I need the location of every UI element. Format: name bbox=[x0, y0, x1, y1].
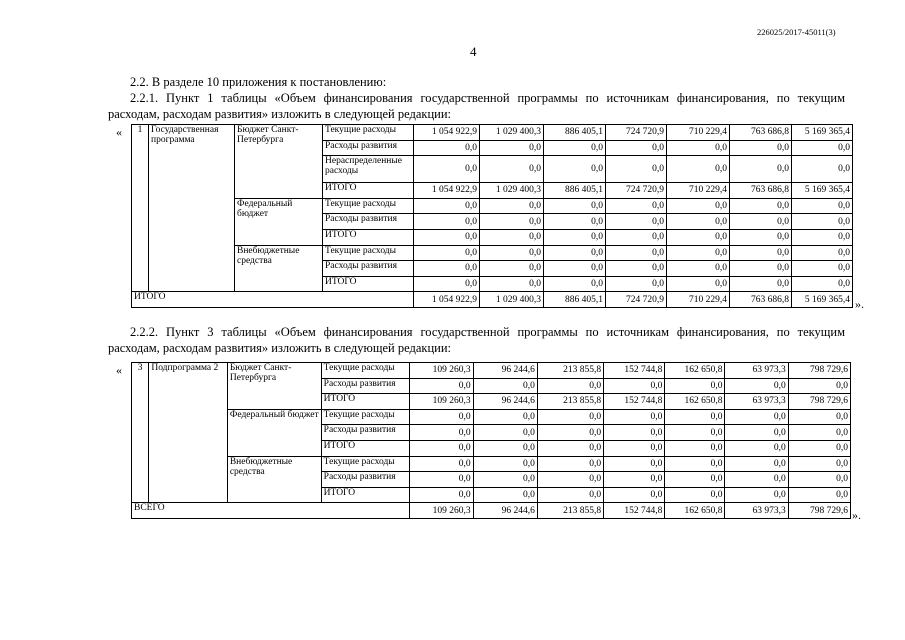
value-cell: 0,0 bbox=[725, 409, 788, 425]
value-cell: 0,0 bbox=[730, 214, 792, 230]
document-number: 226025/2017-45011(3) bbox=[757, 27, 836, 37]
value-cell: 886 405,1 bbox=[544, 125, 606, 141]
total-value-cell: 5 169 365,4 bbox=[792, 292, 853, 308]
value-cell: 0,0 bbox=[414, 261, 480, 277]
value-cell: 0,0 bbox=[473, 487, 537, 503]
table-row bbox=[132, 198, 853, 214]
value-cell: 0,0 bbox=[667, 198, 730, 214]
quote-close-1: ». bbox=[855, 297, 864, 311]
total-value-cell: 1 029 400,3 bbox=[480, 292, 544, 308]
program-name-cell: Подпрограмма 2 bbox=[149, 363, 228, 503]
total-value-cell: 1 054 922,9 bbox=[414, 292, 480, 308]
total-value-cell: 152 744,8 bbox=[604, 503, 665, 519]
value-cell: 0,0 bbox=[788, 456, 850, 472]
table-row bbox=[132, 363, 851, 379]
value-cell: 763 686,8 bbox=[730, 125, 792, 141]
expense-type-cell: Расходы развития bbox=[323, 261, 414, 277]
value-cell: 0,0 bbox=[606, 156, 667, 183]
value-cell: 763 686,8 bbox=[730, 183, 792, 199]
value-cell: 0,0 bbox=[410, 409, 473, 425]
value-cell: 0,0 bbox=[604, 409, 665, 425]
value-cell: 0,0 bbox=[730, 229, 792, 245]
value-cell: 0,0 bbox=[414, 140, 480, 156]
expense-type-cell: Расходы развития bbox=[321, 472, 410, 488]
value-cell: 798 729,6 bbox=[788, 363, 850, 379]
financing-table-1 bbox=[131, 124, 853, 308]
value-cell: 0,0 bbox=[414, 198, 480, 214]
value-cell: 5 169 365,4 bbox=[792, 183, 853, 199]
value-cell: 0,0 bbox=[665, 456, 725, 472]
value-cell: 0,0 bbox=[604, 472, 665, 488]
total-value-cell: 213 855,8 bbox=[537, 503, 603, 519]
value-cell: 213 855,8 bbox=[537, 363, 603, 379]
paragraph-2-2-1-line2: расходам, расходам развития» изложить в следующей редакции: bbox=[108, 107, 452, 121]
expense-type-cell: ИТОГО bbox=[321, 487, 410, 503]
value-cell: 0,0 bbox=[606, 198, 667, 214]
value-cell: 798 729,6 bbox=[788, 394, 850, 410]
value-cell: 0,0 bbox=[544, 140, 606, 156]
value-cell: 162 650,8 bbox=[665, 394, 725, 410]
value-cell: 0,0 bbox=[725, 456, 788, 472]
value-cell: 0,0 bbox=[606, 140, 667, 156]
value-cell: 0,0 bbox=[410, 440, 473, 456]
value-cell: 0,0 bbox=[604, 440, 665, 456]
quote-open-2: « bbox=[116, 363, 122, 377]
value-cell: 0,0 bbox=[410, 378, 473, 394]
funding-source-cell: Федеральный бюджет bbox=[227, 409, 321, 456]
value-cell: 886 405,1 bbox=[544, 183, 606, 199]
value-cell: 0,0 bbox=[725, 487, 788, 503]
value-cell: 0,0 bbox=[480, 261, 544, 277]
value-cell: 0,0 bbox=[544, 214, 606, 230]
value-cell: 109 260,3 bbox=[410, 394, 473, 410]
total-row bbox=[132, 503, 851, 519]
funding-source-cell: Бюджет Санкт-Петербурга bbox=[227, 363, 321, 410]
value-cell: 0,0 bbox=[730, 140, 792, 156]
paragraph-2-2-1-line1: 2.2.1. Пункт 1 таблицы «Объем финансирования государственной программы по источникам финансирования, по текущим bbox=[130, 91, 845, 105]
value-cell: 0,0 bbox=[725, 425, 788, 441]
value-cell: 0,0 bbox=[606, 261, 667, 277]
value-cell: 0,0 bbox=[730, 261, 792, 277]
value-cell: 213 855,8 bbox=[537, 394, 603, 410]
total-value-cell: 886 405,1 bbox=[544, 292, 606, 308]
value-cell: 0,0 bbox=[473, 409, 537, 425]
value-cell: 0,0 bbox=[414, 245, 480, 261]
funding-source-cell: Внебюджетные средства bbox=[235, 245, 323, 292]
value-cell: 0,0 bbox=[414, 229, 480, 245]
total-value-cell: 710 229,4 bbox=[667, 292, 730, 308]
value-cell: 0,0 bbox=[792, 140, 853, 156]
total-label-cell: ВСЕГО bbox=[132, 503, 410, 519]
value-cell: 0,0 bbox=[537, 409, 603, 425]
value-cell: 0,0 bbox=[667, 229, 730, 245]
value-cell: 0,0 bbox=[473, 425, 537, 441]
financing-table-2 bbox=[131, 362, 851, 519]
value-cell: 0,0 bbox=[604, 456, 665, 472]
row-number-cell: 1 bbox=[132, 125, 149, 292]
funding-source-cell: Федеральный бюджет bbox=[235, 198, 323, 245]
value-cell: 0,0 bbox=[414, 214, 480, 230]
value-cell: 0,0 bbox=[667, 245, 730, 261]
value-cell: 0,0 bbox=[604, 487, 665, 503]
value-cell: 0,0 bbox=[410, 425, 473, 441]
value-cell: 0,0 bbox=[788, 378, 850, 394]
value-cell: 0,0 bbox=[480, 156, 544, 183]
table-row bbox=[132, 125, 853, 141]
table-row bbox=[132, 245, 853, 261]
expense-type-cell: ИТОГО bbox=[323, 183, 414, 199]
value-cell: 0,0 bbox=[665, 425, 725, 441]
value-cell: 1 054 922,9 bbox=[414, 125, 480, 141]
value-cell: 0,0 bbox=[544, 245, 606, 261]
value-cell: 0,0 bbox=[410, 472, 473, 488]
value-cell: 0,0 bbox=[792, 276, 853, 292]
value-cell: 710 229,4 bbox=[667, 125, 730, 141]
value-cell: 0,0 bbox=[537, 456, 603, 472]
value-cell: 1 054 922,9 bbox=[414, 183, 480, 199]
expense-type-cell: ИТОГО bbox=[323, 229, 414, 245]
total-value-cell: 109 260,3 bbox=[410, 503, 473, 519]
paragraph-2-2-2-line2: расходам, расходам развития» изложить в следующей редакции: bbox=[108, 341, 452, 355]
value-cell: 0,0 bbox=[788, 409, 850, 425]
value-cell: 96 244,6 bbox=[473, 394, 537, 410]
expense-type-cell: Нераспределенные расходы bbox=[323, 156, 414, 183]
expense-type-cell: Расходы развития bbox=[323, 140, 414, 156]
value-cell: 0,0 bbox=[792, 156, 853, 183]
value-cell: 0,0 bbox=[606, 276, 667, 292]
value-cell: 0,0 bbox=[667, 214, 730, 230]
value-cell: 0,0 bbox=[537, 487, 603, 503]
expense-type-cell: ИТОГО bbox=[321, 440, 410, 456]
value-cell: 0,0 bbox=[544, 229, 606, 245]
value-cell: 0,0 bbox=[480, 276, 544, 292]
expense-type-cell: Расходы развития bbox=[321, 378, 410, 394]
value-cell: 152 744,8 bbox=[604, 394, 665, 410]
value-cell: 710 229,4 bbox=[667, 183, 730, 199]
paragraph-2-2-2-line1: 2.2.2. Пункт 3 таблицы «Объем финансирования государственной программы по источникам финансирования, по текущим bbox=[130, 325, 845, 339]
value-cell: 0,0 bbox=[667, 156, 730, 183]
value-cell: 0,0 bbox=[665, 409, 725, 425]
value-cell: 152 744,8 bbox=[604, 363, 665, 379]
value-cell: 0,0 bbox=[606, 229, 667, 245]
value-cell: 5 169 365,4 bbox=[792, 125, 853, 141]
value-cell: 0,0 bbox=[480, 140, 544, 156]
total-value-cell: 96 244,6 bbox=[473, 503, 537, 519]
value-cell: 0,0 bbox=[473, 440, 537, 456]
value-cell: 0,0 bbox=[480, 214, 544, 230]
value-cell: 0,0 bbox=[606, 214, 667, 230]
value-cell: 0,0 bbox=[665, 472, 725, 488]
value-cell: 0,0 bbox=[604, 425, 665, 441]
row-number-cell: 3 bbox=[132, 363, 149, 503]
value-cell: 0,0 bbox=[537, 472, 603, 488]
value-cell: 0,0 bbox=[665, 440, 725, 456]
value-cell: 109 260,3 bbox=[410, 363, 473, 379]
value-cell: 162 650,8 bbox=[665, 363, 725, 379]
value-cell: 0,0 bbox=[606, 245, 667, 261]
value-cell: 0,0 bbox=[544, 276, 606, 292]
value-cell: 0,0 bbox=[792, 214, 853, 230]
value-cell: 0,0 bbox=[725, 378, 788, 394]
value-cell: 0,0 bbox=[730, 156, 792, 183]
quote-open-1: « bbox=[116, 125, 122, 139]
expense-type-cell: ИТОГО bbox=[323, 276, 414, 292]
value-cell: 724 720,9 bbox=[606, 125, 667, 141]
total-value-cell: 763 686,8 bbox=[730, 292, 792, 308]
value-cell: 0,0 bbox=[544, 156, 606, 183]
value-cell: 0,0 bbox=[788, 472, 850, 488]
value-cell: 0,0 bbox=[473, 472, 537, 488]
quote-close-2: ». bbox=[852, 508, 861, 522]
value-cell: 0,0 bbox=[544, 261, 606, 277]
table-row bbox=[132, 409, 851, 425]
value-cell: 0,0 bbox=[667, 261, 730, 277]
value-cell: 0,0 bbox=[480, 198, 544, 214]
value-cell: 0,0 bbox=[410, 487, 473, 503]
total-row bbox=[132, 292, 853, 308]
value-cell: 0,0 bbox=[537, 425, 603, 441]
value-cell: 0,0 bbox=[480, 229, 544, 245]
expense-type-cell: Расходы развития bbox=[321, 425, 410, 441]
funding-source-cell: Внебюджетные средства bbox=[227, 456, 321, 503]
value-cell: 0,0 bbox=[480, 245, 544, 261]
value-cell: 0,0 bbox=[730, 276, 792, 292]
value-cell: 63 973,3 bbox=[725, 394, 788, 410]
value-cell: 0,0 bbox=[792, 198, 853, 214]
value-cell: 0,0 bbox=[788, 425, 850, 441]
value-cell: 0,0 bbox=[537, 378, 603, 394]
expense-type-cell: Текущие расходы bbox=[321, 456, 410, 472]
paragraph-2-2: 2.2. В разделе 10 приложения к постановлению: bbox=[130, 75, 387, 89]
value-cell: 0,0 bbox=[788, 487, 850, 503]
value-cell: 0,0 bbox=[788, 440, 850, 456]
expense-type-cell: Текущие расходы bbox=[323, 245, 414, 261]
value-cell: 1 029 400,3 bbox=[480, 183, 544, 199]
value-cell: 0,0 bbox=[792, 245, 853, 261]
value-cell: 0,0 bbox=[537, 440, 603, 456]
value-cell: 0,0 bbox=[667, 276, 730, 292]
expense-type-cell: ИТОГО bbox=[321, 394, 410, 410]
value-cell: 0,0 bbox=[665, 378, 725, 394]
page-number: 4 bbox=[470, 44, 477, 59]
value-cell: 0,0 bbox=[473, 378, 537, 394]
value-cell: 0,0 bbox=[730, 245, 792, 261]
total-value-cell: 798 729,6 bbox=[788, 503, 850, 519]
program-name-cell: Государственная программа bbox=[149, 125, 235, 292]
value-cell: 0,0 bbox=[604, 378, 665, 394]
value-cell: 724 720,9 bbox=[606, 183, 667, 199]
expense-type-cell: Текущие расходы bbox=[323, 125, 414, 141]
total-value-cell: 63 973,3 bbox=[725, 503, 788, 519]
value-cell: 0,0 bbox=[725, 472, 788, 488]
value-cell: 0,0 bbox=[792, 261, 853, 277]
value-cell: 0,0 bbox=[414, 276, 480, 292]
value-cell: 0,0 bbox=[730, 198, 792, 214]
expense-type-cell: Текущие расходы bbox=[321, 363, 410, 379]
expense-type-cell: Расходы развития bbox=[323, 214, 414, 230]
value-cell: 96 244,6 bbox=[473, 363, 537, 379]
value-cell: 0,0 bbox=[414, 156, 480, 183]
value-cell: 0,0 bbox=[667, 140, 730, 156]
table-row bbox=[132, 456, 851, 472]
value-cell: 0,0 bbox=[544, 198, 606, 214]
total-value-cell: 724 720,9 bbox=[606, 292, 667, 308]
value-cell: 0,0 bbox=[410, 456, 473, 472]
expense-type-cell: Текущие расходы bbox=[323, 198, 414, 214]
value-cell: 0,0 bbox=[725, 440, 788, 456]
value-cell: 63 973,3 bbox=[725, 363, 788, 379]
value-cell: 0,0 bbox=[792, 229, 853, 245]
value-cell: 0,0 bbox=[665, 487, 725, 503]
value-cell: 0,0 bbox=[473, 456, 537, 472]
total-label-cell: ИТОГО bbox=[132, 292, 414, 308]
funding-source-cell: Бюджет Санкт-Петербурга bbox=[235, 125, 323, 199]
expense-type-cell: Текущие расходы bbox=[321, 409, 410, 425]
value-cell: 1 029 400,3 bbox=[480, 125, 544, 141]
total-value-cell: 162 650,8 bbox=[665, 503, 725, 519]
